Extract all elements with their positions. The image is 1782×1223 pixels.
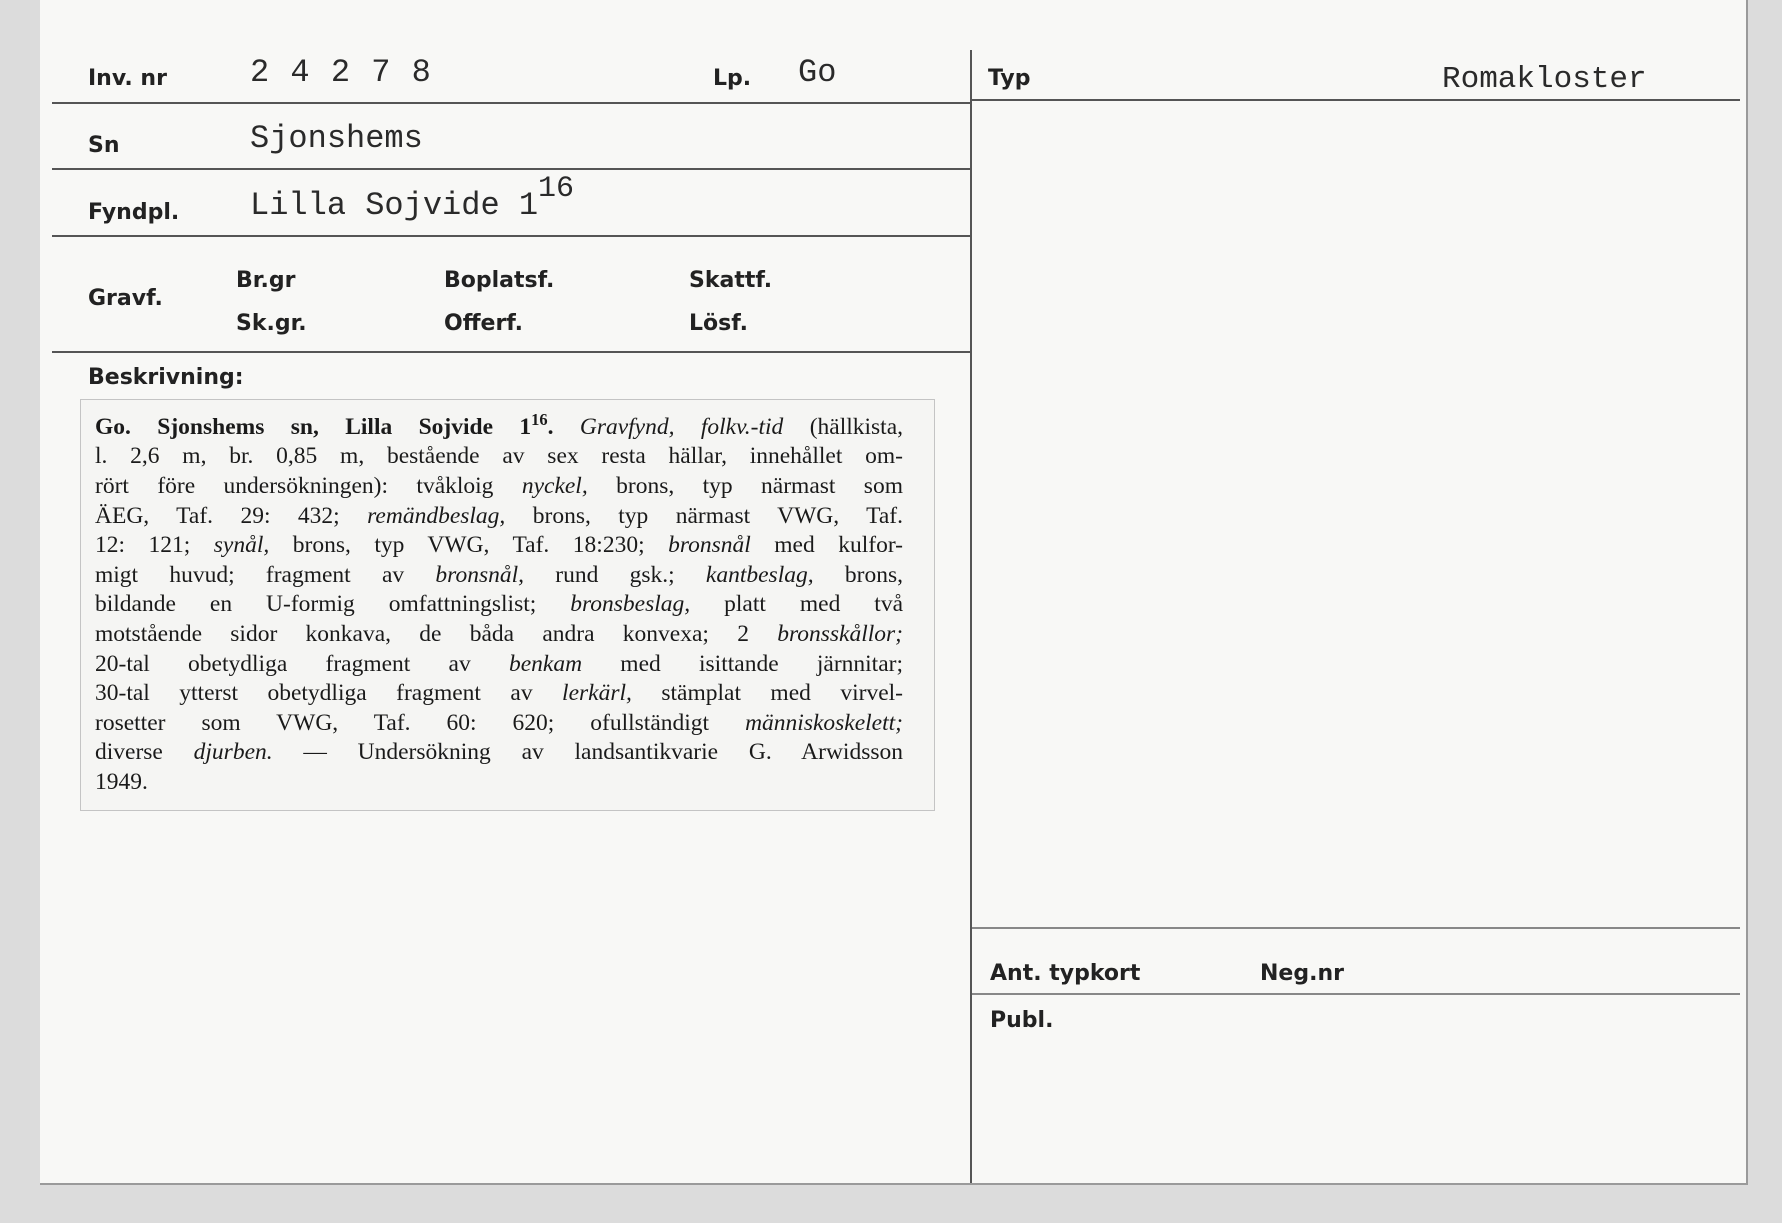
fyndpl-label: Fyndpl.	[88, 200, 180, 225]
typ-value: Romakloster	[1442, 62, 1647, 97]
description-line	[95, 442, 903, 472]
inv-value: 2 4 2 7 8	[250, 54, 432, 91]
description-text	[95, 405, 903, 798]
rule-sn	[52, 168, 970, 170]
description-segment: brons, typ VWG, Taf. 18:230;	[269, 532, 669, 559]
description-segment: platt med två	[690, 591, 904, 618]
description-segment: rund gsk.;	[524, 561, 706, 588]
inv-label: Inv. nr	[88, 66, 167, 91]
description-line	[95, 590, 903, 620]
description-segment: migt huvud; fragment av	[95, 561, 436, 588]
description-segment: 12: 121;	[95, 532, 214, 559]
fyndpl-value	[250, 172, 575, 224]
beskrivning-label: Beskrivning:	[88, 365, 244, 390]
description-segment: bronsnål,	[435, 561, 524, 588]
description-line	[95, 531, 903, 561]
sn-label: Sn	[88, 133, 120, 158]
publ-label: Publ.	[990, 1008, 1054, 1033]
rule-fyndpl	[52, 235, 970, 237]
description-segment: (hällkista,	[783, 413, 904, 440]
description-segment: remändbeslag,	[367, 502, 506, 529]
description-segment: ÄEG, Taf. 29: 432;	[95, 502, 368, 529]
description-line	[95, 709, 903, 739]
description-segment: rört före undersökningen): tvåkloig	[95, 473, 522, 500]
gravf-option-losf: Lösf.	[689, 311, 748, 336]
gravf-option-skgr: Sk.gr.	[236, 311, 307, 336]
description-line	[95, 472, 903, 502]
gravf-option-boplatsf: Boplatsf.	[444, 268, 555, 293]
fyndpl-text: Lilla Sojvide 1	[250, 187, 539, 224]
description-segment: l. 2,6 m, br. 0,85 m, bestående av sex resta hällar, innehållet om-	[95, 443, 903, 470]
description-line	[95, 738, 903, 768]
gravf-label: Gravf.	[88, 286, 163, 311]
rule-publ	[972, 993, 1740, 995]
description-line	[95, 650, 903, 680]
gravf-option-skattf: Skattf.	[689, 268, 773, 293]
description-segment: nyckel,	[521, 473, 588, 500]
description-segment: bronsbeslag,	[570, 591, 691, 618]
sn-value: Sjonshems	[250, 120, 423, 157]
description-line	[95, 405, 903, 442]
description-line	[95, 679, 903, 709]
description-segment: med isittande järnnitar;	[582, 650, 903, 677]
description-segment: — Undersökning av landsantikvarie G. Arwidsson	[272, 739, 903, 766]
description-segment: bildande en U-formig omfattningslist;	[95, 591, 571, 618]
description-segment: djurben.	[193, 739, 273, 766]
gravf-option-brgr: Br.gr	[236, 268, 296, 293]
typ-label: Typ	[988, 66, 1031, 91]
description-segment: 20-tal obetydliga fragment av	[95, 650, 509, 677]
description-segment: lerkärl,	[562, 680, 632, 707]
rule-ant	[972, 927, 1740, 929]
description-segment: motstående sidor konkava, de båda andra konvexa; 2	[95, 620, 778, 647]
gravf-option-offerf: Offerf.	[444, 311, 524, 336]
description-segment: 16	[531, 410, 548, 429]
fyndpl-sup: 16	[538, 172, 575, 206]
ant-typkort-label: Ant. typkort	[990, 961, 1141, 986]
description-segment: rosetter som VWG, Taf. 60: 620; ofullständigt	[95, 709, 746, 736]
description-segment: stämplat med virvel-	[631, 680, 903, 707]
lp-label: Lp.	[713, 66, 752, 91]
neg-nr-label: Neg.nr	[1260, 961, 1344, 986]
description-segment: diverse	[95, 739, 194, 766]
lp-value: Go	[798, 54, 837, 91]
description-segment: bronsskållor;	[777, 620, 903, 647]
description-segment: 30-tal ytterst obetydliga fragment av	[95, 680, 563, 707]
description-segment: benkam	[508, 650, 583, 677]
description-segment: brons, typ närmast som	[587, 473, 903, 500]
description-segment: människoskelett;	[745, 709, 903, 736]
description-line	[95, 502, 903, 532]
description-segment: synål,	[213, 532, 270, 559]
description-segment: brons, typ närmast VWG, Taf.	[505, 502, 903, 529]
rule-inv	[52, 102, 970, 104]
description-segment: bronsnål	[668, 532, 751, 559]
description-segment: .	[547, 413, 580, 440]
description-line	[95, 768, 903, 798]
description-segment: med kulfor-	[750, 532, 904, 559]
description-line	[95, 561, 903, 591]
column-divider	[970, 50, 972, 1183]
description-segment: Go. Sjonshems sn, Lilla Sojvide 1	[95, 413, 532, 440]
description-segment: 1949.	[95, 768, 148, 795]
description-segment: brons,	[813, 561, 903, 588]
description-line	[95, 620, 903, 650]
description-segment: kantbeslag,	[705, 561, 814, 588]
rule-gravf	[52, 351, 970, 353]
rule-typ	[972, 99, 1740, 101]
description-segment: Gravfynd, folkv.-tid	[579, 413, 784, 440]
